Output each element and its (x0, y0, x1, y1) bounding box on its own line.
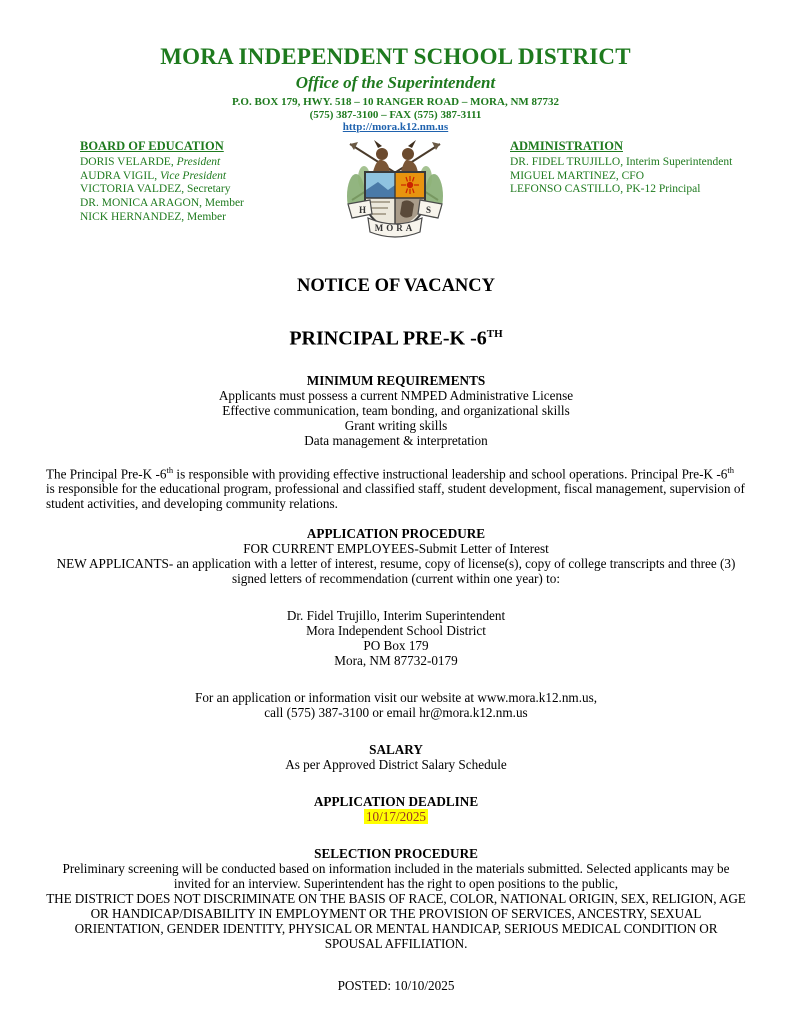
district-website-link[interactable]: http://mora.k12.nm.us (342, 121, 449, 133)
board-of-education (80, 140, 244, 225)
administration-member: MIGUEL MARTINEZ, CFO (510, 169, 645, 182)
selection-procedure-section (46, 846, 746, 951)
administration-member: DR. FIDEL TRUJILLO, Interim Superintendent (510, 155, 733, 168)
notice-title: NOTICE OF VACANCY (296, 276, 496, 296)
office-subtitle: Office of the Superintendent (295, 73, 496, 92)
contact-info-block (46, 690, 746, 720)
address-line: Mora, NM 87732-0179 (334, 653, 458, 669)
selection-procedure-heading: SELECTION PROCEDURE (314, 846, 478, 862)
requirement-item: Data management & interpretation (304, 432, 488, 448)
district-url (0, 121, 791, 133)
selection-procedure-text: Preliminary screening will be conducted based on information included in the materials submitted. Selected applicants may be invited for an interview. Superintendent has the right to open positions to the public, (62, 861, 730, 892)
salary-text: As per Approved District Salary Schedule (285, 757, 507, 773)
deadline-date-line (46, 809, 746, 824)
responsibility-paragraph: The Principal Pre-K -6th is responsible with providing effective instructional leadership and school operations. Principal Pre-K -6th is responsible for the educational program, professional and classified staff, student development, fiscal management, supervision of student activities, and developing community relations. (46, 464, 745, 512)
board-member: VICTORIA VALDEZ, Secretary (80, 183, 231, 196)
position-superscript: TH (486, 328, 503, 340)
non-discrimination-statement: THE DISTRICT DOES NOT DISCRIMINATE ON THE BASIS OF RACE, COLOR, NATIONAL ORIGIN, SEX, RELIGION, AGE OR HANDICAP/DISABILITY IN EMPLOYMENT OR THE PROVISION OF SERVICES, ANCESTRY, SEXUAL ORIENTATION, GENDER IDENTITY, PHYSICAL OR MENTAL HANDICAP, SERIOUS MEDICAL CONDITION OR SPOUSAL AFFILIATION. (46, 891, 746, 952)
mailing-address-block (46, 608, 746, 668)
administration (510, 140, 732, 197)
board-member: AUDRA VIGIL, Vice President (80, 169, 227, 182)
requirement-item: Grant writing skills (344, 417, 448, 433)
position-title: PRINCIPAL PRE-K -6TH (289, 327, 503, 350)
salary-heading: SALARY (369, 742, 423, 758)
requirement-item: Applicants must possess a current NMPED Administrative License (218, 387, 574, 403)
requirement-item: Effective communication, team bonding, and organizational skills (222, 402, 570, 418)
posted-date: POSTED: 10/10/2025 (337, 978, 455, 994)
application-procedure-heading: APPLICATION PROCEDURE (306, 526, 486, 542)
contact-line: For an application or information visit our website at www.mora.k12.nm.us, (194, 690, 598, 706)
notice-body (46, 276, 746, 993)
contact-line: call (575) 387-3100 or email hr@mora.k12.nm.us (264, 705, 528, 721)
crest-letter-s: S (426, 205, 432, 215)
address-line: Dr. Fidel Trujillo, Interim Superintendent (286, 608, 506, 624)
administration-member: LEFONSO CASTILLO, PK-12 Principal (510, 183, 701, 196)
letterhead (0, 44, 791, 133)
application-deadline-section (46, 794, 746, 824)
board-member: DR. MONICA ARAGON, Member (80, 197, 244, 210)
district-crest-icon (334, 138, 456, 242)
address-line: PO Box 179 (363, 638, 429, 654)
district-phone: (575) 387-3100 – FAX (575) 387-3111 (309, 108, 482, 121)
board-heading: BOARD OF EDUCATION (80, 139, 224, 153)
board-member: NICK HERNANDEZ, Member (80, 210, 226, 223)
administration-heading: ADMINISTRATION (510, 139, 623, 153)
district-crest (334, 138, 456, 242)
crest-letter-h: H (359, 205, 367, 215)
district-title: MORA INDEPENDENT SCHOOL DISTRICT (160, 44, 631, 69)
new-applicants-line: NEW APPLICANTS- an application with a letter of interest, resume, copy of license(s), copy of college transcripts and three (3) signed letters of recommendation (current within one year) to: (56, 556, 736, 587)
crest-banner-text: MORA (374, 223, 416, 233)
district-address: P.O. BOX 179, HWY. 518 – 10 RANGER ROAD – MORA, NM 87732 (231, 96, 560, 108)
minimum-requirements-section (46, 373, 746, 448)
application-deadline-heading: APPLICATION DEADLINE (313, 794, 479, 810)
application-procedure-section (46, 526, 746, 586)
address-line: Mora Independent School District (306, 623, 486, 639)
salary-section (46, 742, 746, 772)
deadline-date-highlighted: 10/17/2025 (365, 809, 427, 825)
board-member: DORIS VELARDE, President (80, 155, 221, 168)
current-employees-line: FOR CURRENT EMPLOYEES-Submit Letter of Interest (243, 541, 549, 557)
minimum-requirements-heading: MINIMUM REQUIREMENTS (306, 372, 486, 388)
